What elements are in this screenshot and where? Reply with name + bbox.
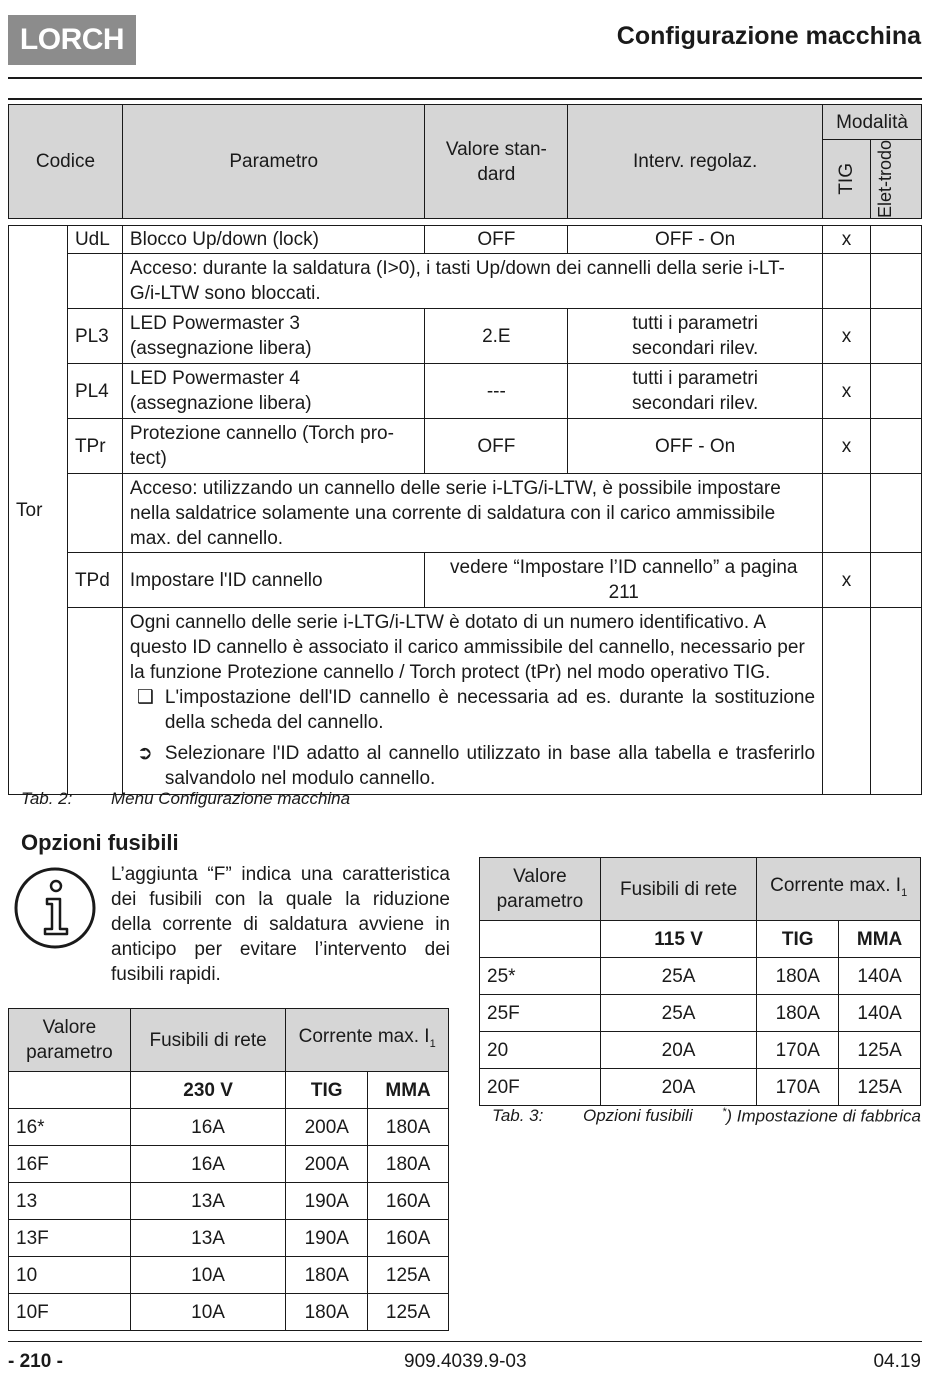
std-cell: OFF (425, 419, 568, 474)
table-row (9, 1183, 449, 1220)
table-row (9, 553, 922, 608)
fuse-cell: 10A (130, 1257, 286, 1294)
fuse-cell: 25A (600, 958, 757, 995)
table-row (9, 1294, 449, 1331)
col-header-value: Valore parametro (480, 858, 601, 921)
note-row (9, 608, 922, 795)
tig-cell: x (823, 419, 871, 474)
checkbox-icon: ❑ (136, 687, 154, 709)
mma-cell: 125A (368, 1294, 449, 1331)
fuse-cell: 13A (130, 1183, 286, 1220)
col-header-std: Valore stan-dard (425, 105, 568, 219)
fuse-cell: 25A (600, 995, 757, 1032)
tig-cell: 200A (286, 1146, 368, 1183)
section-title: Opzioni fusibili (21, 830, 179, 855)
table-row (9, 1109, 449, 1146)
note-cell (122, 608, 822, 795)
fuse-cell: 20A (600, 1032, 757, 1069)
range-cell: tutti i parametri secondari rilev. (568, 309, 823, 364)
col-header-tig: TIG (835, 163, 857, 195)
mma-cell: 180A (368, 1146, 449, 1183)
page-title: Configurazione macchina (616, 22, 921, 50)
note-bullet-text: L'impostazione dell'ID cannello è necessaria ad es. durante la sostituzione della scheda del cannello. (164, 687, 816, 734)
code-cell: TPd (67, 553, 122, 608)
col-header-fuse: Fusibili di rete (130, 1009, 286, 1072)
info-text: L’aggiunta “F” indica una caratteristica dei fusibili con la quale la riduzione della corrente di saldatura avviene in anticipo per evitare l’intervento dei fusibili rapidi. (111, 864, 450, 985)
mma-cell: 125A (839, 1032, 921, 1069)
note-action-text: Selezionare l'ID adatto al cannello utilizzato in base alla tabella e trasferirlo salvandolo nel modulo cannello. (164, 743, 816, 790)
table-row (9, 364, 922, 419)
col-header-current: Corrente max. $I_1$ (286, 1009, 449, 1072)
param-cell: Blocco Up/down (lock) (122, 226, 425, 254)
tig-cell: x (823, 364, 871, 419)
value-cell: 25F (480, 995, 601, 1032)
table-caption-text: Menu Configurazione macchina (111, 789, 351, 808)
fuse-cell: 20A (600, 1069, 757, 1106)
mma-cell: 180A (368, 1109, 449, 1146)
table-row (480, 958, 921, 995)
fuse-cell: 13A (130, 1220, 286, 1257)
tig-cell: 200A (286, 1109, 368, 1146)
std-cell: 2.E (425, 309, 568, 364)
fuse-table-230v (8, 1008, 449, 1331)
table-row (480, 1069, 921, 1106)
doc-number: 909.4039.9-03 (404, 1351, 527, 1372)
note-text: Ogni cannello delle serie i-LTG/i-LTW è dotato di un numero identificativo. A questo ID cannello è associato il carico ammissibile del cannello, necessario per la funzione Protezione cannello / Torch protect (tPr) nel modo operativo TIG. (129, 612, 805, 684)
col-header-elec: Elet-trodo (874, 140, 895, 219)
note-row (9, 474, 922, 553)
fuse-cell: 16A (130, 1146, 286, 1183)
voltage-cell: 115 V (600, 921, 757, 958)
range-cell: OFF - On (568, 226, 823, 254)
table-top-rule (8, 98, 922, 100)
value-cell: 13F (9, 1220, 131, 1257)
mma-cell: 160A (368, 1220, 449, 1257)
table-row (480, 1032, 921, 1069)
code-cell: PL4 (67, 364, 122, 419)
value-cell: 13 (9, 1183, 131, 1220)
col-header-value: Valore parametro (9, 1009, 131, 1072)
fuse-caption-label: Tab. 3: (492, 1106, 544, 1125)
mma-cell: 140A (839, 958, 921, 995)
fuse-caption-text: Opzioni fusibili (583, 1106, 693, 1125)
col-header-range: Interv. regolaz. (568, 105, 823, 219)
col-header-mode: Modalità (823, 105, 922, 140)
header-divider (8, 77, 922, 79)
param-cell: LED Powermaster 4 (assegnazione libera) (122, 364, 425, 419)
value-cell: 16* (9, 1109, 131, 1146)
col-header-param: Parametro (122, 105, 425, 219)
std-cell: OFF (425, 226, 568, 254)
code-cell: UdL (67, 226, 122, 254)
doc-date: 04.19 (873, 1351, 921, 1372)
voltage-cell: 230 V (130, 1072, 286, 1109)
tig-header: TIG (286, 1072, 368, 1109)
footer-divider (8, 1341, 922, 1342)
col-header-fuse: Fusibili di rete (600, 858, 757, 921)
table-row (480, 995, 921, 1032)
table-row (9, 226, 922, 254)
value-cell: 10F (9, 1294, 131, 1331)
fuse-cell: 16A (130, 1109, 286, 1146)
tig-cell: 190A (286, 1220, 368, 1257)
fuse-caption-note: *) Impostazione di fabbrica (722, 1106, 921, 1126)
note-bullet (137, 685, 815, 735)
table-row (9, 419, 922, 474)
tig-cell: x (823, 226, 871, 254)
param-cell: LED Powermaster 3 (assegnazione libera) (122, 309, 425, 364)
value-cell: 16F (9, 1146, 131, 1183)
param-cell: Protezione cannello (Torch pro-tect) (122, 419, 425, 474)
info-icon (13, 866, 97, 950)
tig-cell: 190A (286, 1183, 368, 1220)
param-cell: Impostare l'ID cannello (122, 553, 425, 608)
std-cell: vedere “Impostare l’ID cannello” a pagina 211 (425, 553, 823, 608)
tig-cell: 170A (757, 1069, 839, 1106)
value-cell: 10 (9, 1257, 131, 1294)
mma-cell: 125A (368, 1257, 449, 1294)
table-row (9, 1257, 449, 1294)
mma-cell: 125A (839, 1069, 921, 1106)
code-cell: PL3 (67, 309, 122, 364)
value-cell: 25* (480, 958, 601, 995)
value-cell: 20 (480, 1032, 601, 1069)
mma-cell: 140A (839, 995, 921, 1032)
tig-cell: 180A (757, 958, 839, 995)
note-row (9, 254, 922, 309)
tig-cell: x (823, 553, 871, 608)
tig-cell: 180A (286, 1294, 368, 1331)
table-row (9, 1146, 449, 1183)
tig-header: TIG (757, 921, 839, 958)
arrow-icon: ➲ (136, 743, 153, 765)
code-cell: TPr (67, 419, 122, 474)
tig-cell: x (823, 309, 871, 364)
fuse-table-115v (479, 857, 921, 1106)
col-header-current: Corrente max. $I_1$ (757, 858, 921, 921)
range-cell: tutti i parametri secondari rilev. (568, 364, 823, 419)
mma-header: MMA (368, 1072, 449, 1109)
note-action (137, 741, 815, 791)
range-cell: OFF - On (568, 419, 823, 474)
value-cell: 20F (480, 1069, 601, 1106)
std-cell: --- (425, 364, 568, 419)
table-row (9, 1220, 449, 1257)
tig-cell: 180A (286, 1257, 368, 1294)
note-cell: Acceso: durante la saldatura (I>0), i tasti Up/down dei cannelli della serie i-LT-G/i-LTW sono bloccati. (122, 254, 822, 309)
tig-cell: 170A (757, 1032, 839, 1069)
tig-cell: 180A (757, 995, 839, 1032)
mma-header: MMA (839, 921, 921, 958)
col-header-code: Codice (9, 105, 123, 219)
note-cell: Acceso: utilizzando un cannello delle serie i-LTG/i-LTW, è possibile impostare nella saldatrice solamente una corrente di saldatura con il carico ammissibile max. del cannello. (122, 474, 822, 553)
mma-cell: 160A (368, 1183, 449, 1220)
table-row (9, 309, 922, 364)
group-cell: Tor (9, 226, 68, 795)
fuse-cell: 10A (130, 1294, 286, 1331)
table-caption-label: Tab. 2: (21, 789, 73, 808)
lorch-logo: LORCH (8, 15, 136, 65)
config-table (8, 104, 922, 795)
page-number: - 210 - (8, 1351, 63, 1372)
